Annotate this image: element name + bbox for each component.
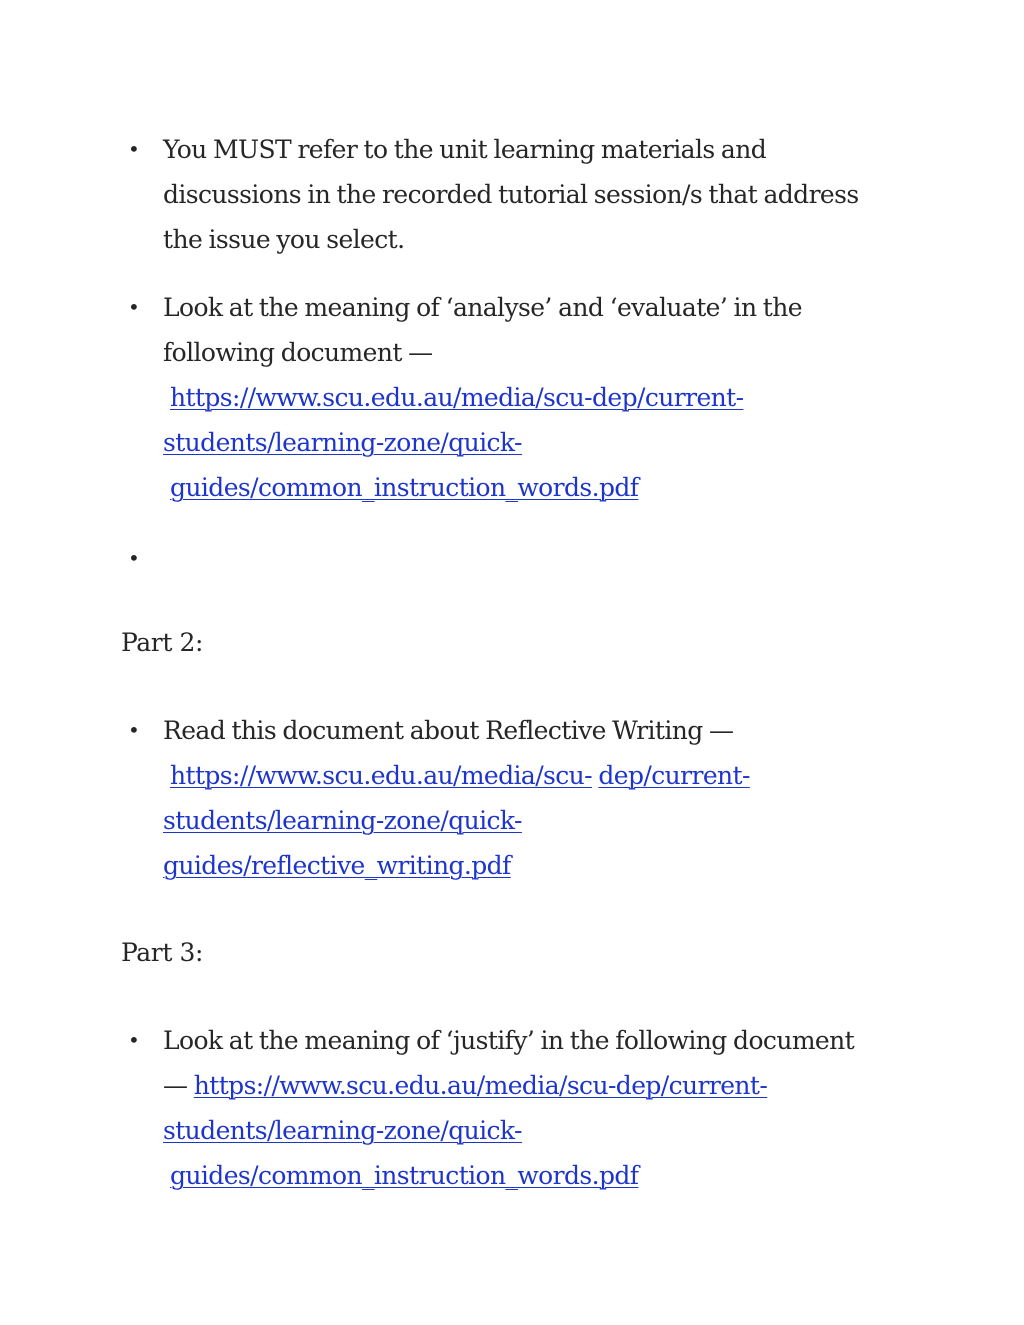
bullet-marker: • — [128, 718, 140, 742]
list-item-refer-materials — [163, 127, 903, 262]
instruction-words-link[interactable]: https://www.scu.edu.au/media/scu-dep/current- — [193, 1071, 768, 1100]
instruction-words-link[interactable]: guides/common_instruction_words.pdf — [170, 1161, 639, 1190]
instruction-words-link[interactable]: students/learning-zone/quick- — [163, 428, 522, 457]
instruction-words-link[interactable]: https://www.scu.edu.au/media/scu-dep/current- — [170, 383, 744, 412]
bullet-marker: • — [128, 546, 140, 570]
part-2-heading: Part 2: — [121, 628, 204, 657]
text-line: the issue you select. — [163, 225, 405, 254]
bullet-marker: • — [128, 295, 140, 319]
instruction-words-link[interactable]: students/learning-zone/quick- — [163, 1116, 522, 1145]
reflective-writing-link[interactable]: https://www.scu.edu.au/media/scu- — [170, 761, 593, 790]
em-dash: — — [163, 1071, 188, 1100]
text-line: Look at the meaning of ‘analyse’ and ‘evaluate’ in the — [163, 293, 802, 322]
list-item-justify — [163, 1018, 903, 1198]
list-item-analyse-evaluate — [163, 285, 903, 510]
text-line: Read this document about Reflective Writing — — [163, 716, 734, 745]
reflective-writing-link[interactable]: dep/current- — [598, 761, 750, 790]
reflective-writing-link[interactable]: students/learning-zone/quick- — [163, 806, 522, 835]
instruction-words-link[interactable]: guides/common_instruction_words.pdf — [170, 473, 639, 502]
text-line: discussions in the recorded tutorial session/s that address — [163, 180, 859, 209]
reflective-writing-link[interactable]: guides/reflective_writing.pdf — [163, 851, 511, 880]
list-item-reflective-writing — [163, 708, 903, 888]
bullet-marker: • — [128, 137, 140, 161]
part-3-heading: Part 3: — [121, 938, 204, 967]
text-line: following document — — [163, 338, 433, 367]
text-line: You MUST refer to the unit learning materials and — [163, 135, 767, 164]
text-line: Look at the meaning of ‘justify’ in the following document — [163, 1026, 855, 1055]
bullet-marker: • — [128, 1028, 140, 1052]
